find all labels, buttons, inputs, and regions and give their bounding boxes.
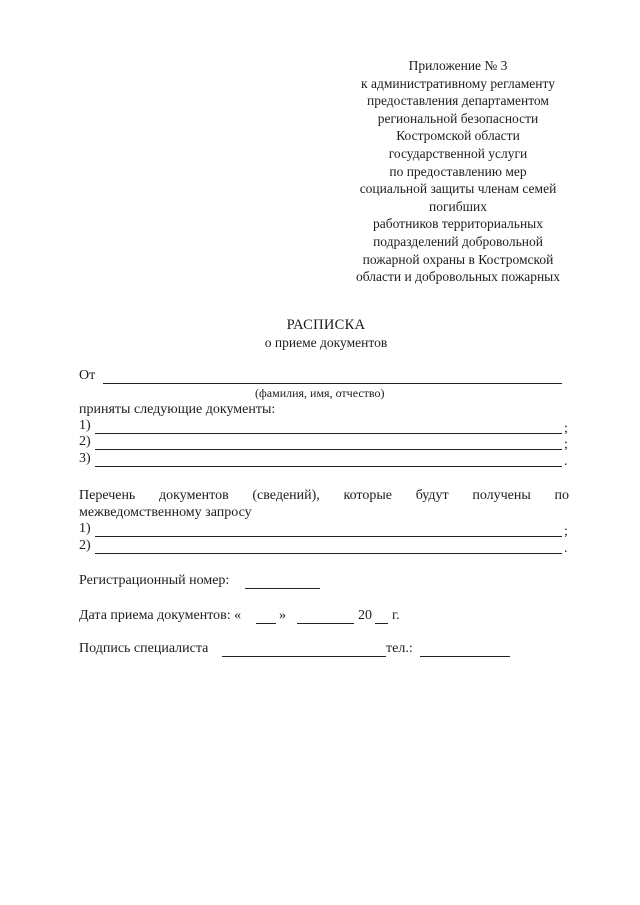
interagency-item-field[interactable] — [95, 553, 562, 554]
accepted-item-number: 1) — [79, 418, 91, 433]
interagency-heading — [79, 488, 569, 504]
appendix-line: к административному регламенту — [361, 75, 555, 91]
interagency-word: документов — [159, 488, 229, 503]
appendix-header — [322, 57, 594, 286]
appendix-line: работников территориальных — [372, 216, 543, 232]
accepted-item-end: . — [564, 454, 568, 469]
date-year-suffix: г. — [392, 608, 400, 623]
date-label: Дата приема документов: « — [79, 608, 242, 623]
phone-field[interactable] — [420, 656, 510, 657]
reg-number-field[interactable] — [245, 588, 320, 589]
interagency-word: по — [554, 488, 569, 503]
accepted-label: приняты следующие документы: — [79, 402, 276, 417]
interagency-item-number: 2) — [79, 538, 91, 553]
appendix-line: социальной защиты членам семей — [359, 181, 557, 197]
interagency-item-number: 1) — [79, 521, 91, 536]
date-year-field[interactable] — [375, 623, 388, 624]
accepted-item-number: 3) — [79, 451, 91, 466]
interagency-word: будут — [415, 488, 449, 503]
appendix-line: Костромской области — [396, 128, 520, 144]
reg-number-label: Регистрационный номер: — [79, 573, 230, 588]
appendix-line: погибших — [429, 198, 487, 214]
interagency-word: получены — [472, 488, 531, 503]
date-year-prefix: 20 — [358, 608, 372, 623]
from-label: От — [79, 368, 96, 383]
date-quote-close: » — [279, 608, 286, 623]
appendix-line: области и добровольных пожарных — [355, 269, 560, 285]
fio-hint: (фамилия, имя, отчество) — [255, 386, 385, 400]
appendix-line: предоставления департаментом — [367, 93, 549, 109]
signature-field[interactable] — [222, 656, 386, 657]
appendix-line: региональной безопасности — [377, 110, 539, 126]
appendix-line: Приложение № 3 — [408, 58, 508, 73]
document-subtitle: о приеме документов — [264, 335, 388, 350]
date-day-field[interactable] — [256, 623, 276, 624]
document-title: РАСПИСКА — [286, 317, 366, 333]
appendix-line: пожарной охраны в Костромской — [362, 251, 554, 267]
accepted-item-end: ; — [564, 421, 568, 436]
accepted-item-field[interactable] — [95, 449, 562, 450]
date-month-field[interactable] — [297, 623, 354, 624]
appendix-line: государственной услуги — [388, 145, 528, 161]
phone-label: тел.: — [386, 641, 413, 656]
interagency-item-field[interactable] — [95, 536, 562, 537]
interagency-item-end: ; — [564, 524, 568, 539]
appendix-line: по предоставлению мер — [389, 163, 527, 179]
from-fio-field[interactable] — [103, 383, 562, 384]
signature-label: Подпись специалиста — [79, 641, 209, 656]
accepted-item-field[interactable] — [95, 466, 562, 467]
interagency-heading-line2: межведомственному запросу — [79, 505, 252, 520]
interagency-item-end: . — [564, 541, 568, 556]
accepted-item-end: ; — [564, 437, 568, 452]
accepted-item-number: 2) — [79, 434, 91, 449]
interagency-word: которые — [343, 488, 392, 503]
interagency-word: Перечень — [79, 488, 136, 503]
interagency-word: (сведений), — [252, 488, 320, 503]
appendix-line: подразделений добровольной — [373, 233, 543, 249]
accepted-item-field[interactable] — [95, 433, 562, 434]
